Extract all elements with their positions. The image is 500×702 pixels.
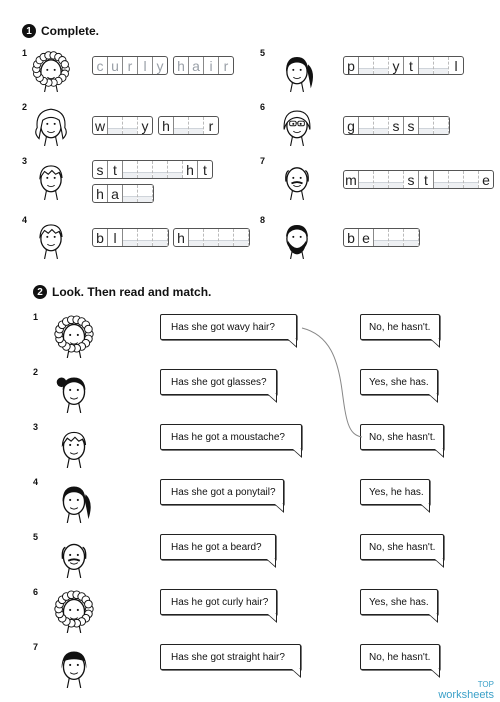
item-number: 7	[260, 156, 266, 166]
letter-cell: a	[108, 185, 123, 202]
question-bubble[interactable]	[160, 314, 297, 340]
blank-letter-cell[interactable]	[138, 161, 153, 178]
question-text: Has she got straight hair?	[171, 651, 285, 663]
word-box[interactable]	[173, 228, 250, 247]
letter-cell: s	[404, 117, 419, 134]
letter-cell: y	[156, 58, 164, 74]
item-number: 8	[260, 215, 266, 225]
word-box[interactable]	[92, 160, 213, 179]
letter-cell: p	[344, 57, 359, 74]
answer-bubble[interactable]	[360, 589, 438, 615]
blank-letter-cell[interactable]	[374, 171, 389, 188]
answer-text: No, she hasn't.	[369, 541, 436, 553]
letter-cell: h	[159, 117, 174, 134]
word-box[interactable]	[343, 228, 420, 247]
letter-cell: r	[123, 57, 138, 74]
blank-letter-cell[interactable]	[374, 57, 389, 74]
letter-cell: t	[203, 162, 207, 178]
blank-letter-cell[interactable]	[189, 229, 204, 246]
section-title: Look. Then read and match.	[52, 285, 212, 299]
blank-letter-cell[interactable]	[389, 171, 404, 188]
letter-cell: l	[138, 57, 153, 74]
question-text: Has she got a ponytail?	[171, 486, 276, 498]
word-box[interactable]	[343, 170, 494, 189]
section-1-heading	[22, 24, 99, 38]
letter-cell: e	[482, 172, 490, 188]
blank-letter-cell[interactable]	[168, 161, 183, 178]
word-box[interactable]	[343, 56, 464, 75]
face-illustration	[50, 585, 98, 633]
blank-letter-cell[interactable]	[359, 57, 374, 74]
letter-cell: g	[344, 117, 359, 134]
section-2-heading	[33, 285, 211, 299]
answer-bubble[interactable]	[360, 369, 438, 395]
blank-letter-cell[interactable]	[123, 229, 138, 246]
answer-bubble[interactable]	[360, 424, 444, 450]
question-text: Has she got glasses?	[171, 376, 267, 388]
answer-text: No, he hasn't.	[369, 321, 431, 333]
blank-letter-cell[interactable]	[138, 185, 153, 202]
blank-letter-cell[interactable]	[464, 171, 479, 188]
question-text: Has he got a moustache?	[171, 431, 285, 443]
blank-letter-cell[interactable]	[153, 161, 168, 178]
answer-text: No, he hasn't.	[369, 651, 431, 663]
blank-letter-cell[interactable]	[434, 171, 449, 188]
question-text: Has she got wavy hair?	[171, 321, 275, 333]
question-text: Has he got curly hair?	[171, 596, 269, 608]
blank-letter-cell[interactable]	[359, 171, 374, 188]
item-number: 4	[33, 477, 39, 487]
answer-bubble[interactable]	[360, 314, 440, 340]
word-box[interactable]	[92, 56, 168, 75]
letter-cell: t	[419, 171, 434, 188]
item-number: 1	[33, 312, 39, 322]
blank-letter-cell[interactable]	[123, 161, 138, 178]
letter-cell: b	[344, 229, 359, 246]
item-number: 5	[260, 48, 266, 58]
letter-cell: u	[108, 57, 123, 74]
letter-cell: l	[108, 229, 123, 246]
answer-text: Yes, she has.	[369, 596, 429, 608]
word-box[interactable]	[158, 116, 219, 135]
blank-letter-cell[interactable]	[359, 117, 374, 134]
item-number: 7	[33, 642, 39, 652]
blank-letter-cell[interactable]	[123, 185, 138, 202]
letter-cell: l	[454, 58, 458, 74]
item-number: 3	[22, 156, 28, 166]
face-illustration	[28, 46, 74, 92]
blank-letter-cell[interactable]	[174, 117, 189, 134]
question-bubble[interactable]	[160, 369, 277, 395]
blank-letter-cell[interactable]	[234, 229, 249, 246]
item-number: 1	[22, 48, 28, 58]
letter-cell: h	[174, 57, 189, 74]
face-illustration	[50, 365, 98, 413]
face-illustration	[28, 154, 74, 200]
question-text: Has he got a beard?	[171, 541, 262, 553]
item-number: 6	[260, 102, 266, 112]
letter-cell: r	[208, 118, 214, 134]
face-illustration	[50, 640, 98, 688]
word-box[interactable]	[92, 228, 169, 247]
face-illustration	[274, 154, 320, 200]
word-box[interactable]	[92, 184, 154, 203]
question-bubble[interactable]	[160, 644, 301, 670]
brand-logo	[430, 680, 494, 700]
blank-letter-cell[interactable]	[419, 57, 434, 74]
brand-line-1: TOP	[477, 680, 494, 689]
blank-letter-cell[interactable]	[219, 229, 234, 246]
answer-text: Yes, he has.	[369, 486, 424, 498]
letter-cell: b	[93, 229, 108, 246]
answer-text: Yes, she has.	[369, 376, 429, 388]
letter-cell: a	[189, 57, 204, 74]
blank-letter-cell[interactable]	[189, 117, 204, 134]
letter-cell: h	[183, 161, 198, 178]
example-match-line	[300, 320, 370, 445]
blank-letter-cell[interactable]	[389, 229, 404, 246]
word-box[interactable]	[92, 116, 153, 135]
blank-letter-cell[interactable]	[153, 229, 168, 246]
letter-cell: i	[204, 57, 219, 74]
letter-cell: s	[404, 171, 419, 188]
face-illustration	[50, 530, 98, 578]
brand-line-2: worksheets	[438, 689, 494, 701]
face-illustration	[28, 100, 74, 146]
face-illustration	[50, 420, 98, 468]
letter-cell: w	[93, 117, 108, 134]
face-illustration	[274, 213, 320, 259]
item-number: 2	[22, 102, 28, 112]
letter-cell: h	[174, 229, 189, 246]
question-bubble[interactable]	[160, 589, 277, 615]
question-bubble[interactable]	[160, 479, 284, 505]
blank-letter-cell[interactable]	[138, 229, 153, 246]
blank-letter-cell[interactable]	[123, 117, 138, 134]
section-number-badge: 2	[33, 285, 47, 299]
question-bubble[interactable]	[160, 424, 302, 450]
item-number: 3	[33, 422, 39, 432]
blank-letter-cell[interactable]	[434, 117, 449, 134]
blank-letter-cell[interactable]	[449, 171, 464, 188]
letter-cell: y	[141, 118, 149, 134]
letter-cell: s	[93, 161, 108, 178]
letter-cell: s	[389, 117, 404, 134]
blank-letter-cell[interactable]	[204, 229, 219, 246]
letter-cell: c	[93, 57, 108, 74]
face-illustration	[50, 310, 98, 358]
section-number-badge: 1	[22, 24, 36, 38]
blank-letter-cell[interactable]	[374, 229, 389, 246]
face-illustration	[274, 46, 320, 92]
blank-letter-cell[interactable]	[419, 117, 434, 134]
letter-cell: h	[93, 185, 108, 202]
blank-letter-cell[interactable]	[434, 57, 449, 74]
answer-bubble[interactable]	[360, 644, 440, 670]
word-box[interactable]	[173, 56, 234, 75]
letter-cell: y	[389, 57, 404, 74]
face-illustration	[28, 213, 74, 259]
answer-bubble[interactable]	[360, 534, 444, 560]
answer-text: No, she hasn't.	[369, 431, 436, 443]
letter-cell: t	[404, 57, 419, 74]
answer-bubble[interactable]	[360, 479, 430, 505]
letter-cell: r	[223, 58, 229, 74]
blank-letter-cell[interactable]	[404, 229, 419, 246]
item-number: 6	[33, 587, 39, 597]
section-title: Complete.	[41, 24, 100, 38]
letter-cell: e	[359, 229, 374, 246]
item-number: 2	[33, 367, 39, 377]
blank-letter-cell[interactable]	[374, 117, 389, 134]
question-bubble[interactable]	[160, 534, 276, 560]
item-number: 4	[22, 215, 28, 225]
face-illustration	[274, 100, 320, 146]
blank-letter-cell[interactable]	[108, 117, 123, 134]
letter-cell: t	[108, 161, 123, 178]
word-box[interactable]	[343, 116, 450, 135]
item-number: 5	[33, 532, 39, 542]
letter-cell: m	[344, 171, 359, 188]
face-illustration	[50, 475, 98, 523]
